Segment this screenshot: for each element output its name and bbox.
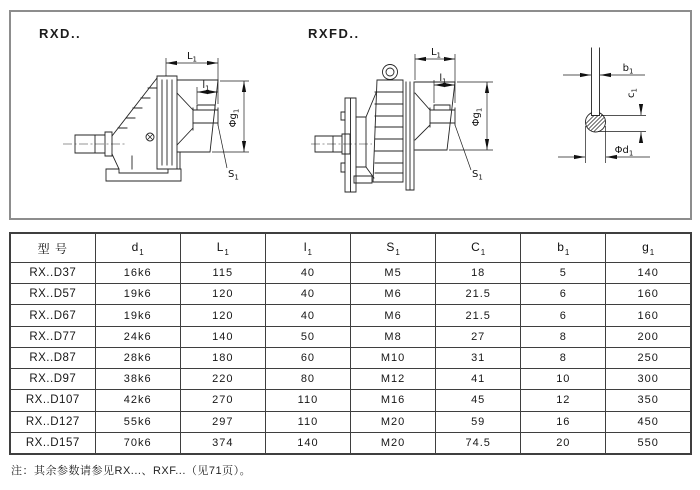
detail-dim-b1: $b_1$ <box>622 63 634 76</box>
table-cell: M12 <box>351 369 436 390</box>
table-cell: 28k6 <box>95 347 180 368</box>
table-cell: RX..D37 <box>10 263 95 284</box>
rxd-dim-S1: $S_1$ <box>228 169 239 182</box>
header-cell: $S_1$ <box>351 233 436 263</box>
rxfd-title: RXFD.. <box>308 26 360 41</box>
rxd-title: RXD.. <box>39 26 82 41</box>
table-cell: M10 <box>351 347 436 368</box>
table-cell: M6 <box>351 284 436 305</box>
table-cell: 74.5 <box>436 432 521 454</box>
spec-table-body <box>10 263 691 455</box>
table-cell: 5 <box>521 263 606 284</box>
table-row <box>10 390 691 411</box>
table-cell: 115 <box>180 263 265 284</box>
table-cell: 38k6 <box>95 369 180 390</box>
table-cell: 120 <box>180 284 265 305</box>
header-row <box>10 233 691 263</box>
table-cell: 297 <box>180 411 265 432</box>
table-cell: RX..D87 <box>10 347 95 368</box>
table-cell: 200 <box>606 326 691 347</box>
table-cell: RX..D127 <box>10 411 95 432</box>
table-cell: M6 <box>351 305 436 326</box>
table-cell: 19k6 <box>95 305 180 326</box>
table-cell: 8 <box>521 347 606 368</box>
table-cell: 60 <box>265 347 350 368</box>
header-cell: $L_1$ <box>180 233 265 263</box>
table-cell: 160 <box>606 305 691 326</box>
table-cell: 450 <box>606 411 691 432</box>
header-cell: $b_1$ <box>521 233 606 263</box>
table-cell: 18 <box>436 263 521 284</box>
header-cell: $l_1$ <box>265 233 350 263</box>
table-cell: M20 <box>351 411 436 432</box>
table-cell: 6 <box>521 305 606 326</box>
rxfd-dim-L1: $L_1$ <box>430 47 442 60</box>
table-row <box>10 432 691 454</box>
table-cell: RX..D107 <box>10 390 95 411</box>
table-row <box>10 326 691 347</box>
table-cell: 45 <box>436 390 521 411</box>
shaft-keyway-detail <box>558 48 650 163</box>
table-row <box>10 369 691 390</box>
table-cell: 42k6 <box>95 390 180 411</box>
rxfd-dim-g1: $\Phi g_1$ <box>471 107 484 127</box>
table-cell: 160 <box>606 284 691 305</box>
table-cell: 19k6 <box>95 284 180 305</box>
table-cell: 40 <box>265 305 350 326</box>
table-cell: 270 <box>180 390 265 411</box>
table-cell: 21.5 <box>436 305 521 326</box>
table-cell: M20 <box>351 432 436 454</box>
table-cell: 550 <box>606 432 691 454</box>
spec-table-head <box>10 233 691 263</box>
table-cell: 31 <box>436 347 521 368</box>
table-cell: 20 <box>521 432 606 454</box>
table-cell: 110 <box>265 411 350 432</box>
table-cell: 220 <box>180 369 265 390</box>
table-cell: M16 <box>351 390 436 411</box>
table-cell: 59 <box>436 411 521 432</box>
keyway-notch <box>592 106 599 116</box>
table-cell: 21.5 <box>436 284 521 305</box>
table-cell: 300 <box>606 369 691 390</box>
table-row <box>10 411 691 432</box>
table-cell: 27 <box>436 326 521 347</box>
spec-table <box>9 232 692 455</box>
table-cell: 250 <box>606 347 691 368</box>
rxfd-dim-S1: $S_1$ <box>472 169 483 182</box>
table-cell: 120 <box>180 305 265 326</box>
table-row <box>10 305 691 326</box>
header-cell: $g_1$ <box>606 233 691 263</box>
table-cell: RX..D67 <box>10 305 95 326</box>
header-cell: $d_1$ <box>95 233 180 263</box>
table-cell: 10 <box>521 369 606 390</box>
table-cell: 16 <box>521 411 606 432</box>
table-cell: 40 <box>265 263 350 284</box>
rxd-dim-l1: $l_1$ <box>202 80 210 93</box>
table-cell: M5 <box>351 263 436 284</box>
table-cell: RX..D97 <box>10 369 95 390</box>
table-cell: 140 <box>606 263 691 284</box>
table-cell: 16k6 <box>95 263 180 284</box>
table-cell: 12 <box>521 390 606 411</box>
rxfd-dim-l1: $l_1$ <box>439 73 447 86</box>
table-row <box>10 263 691 284</box>
table-cell: 41 <box>436 369 521 390</box>
table-cell: RX..D157 <box>10 432 95 454</box>
table-row <box>10 284 691 305</box>
table-cell: 55k6 <box>95 411 180 432</box>
table-cell: 24k6 <box>95 326 180 347</box>
table-cell: 140 <box>265 432 350 454</box>
table-cell: 50 <box>265 326 350 347</box>
table-cell: 40 <box>265 284 350 305</box>
footnote: 注：其余参数请参见RX...、RXF...（见71页）。 <box>11 465 252 477</box>
table-cell: 110 <box>265 390 350 411</box>
table-cell: 140 <box>180 326 265 347</box>
table-cell: M8 <box>351 326 436 347</box>
rxfd-drawing <box>311 47 493 192</box>
table-cell: 374 <box>180 432 265 454</box>
rxd-drawing <box>63 51 249 182</box>
rxd-dim-g1: $\Phi g_1$ <box>228 108 241 128</box>
table-cell: 70k6 <box>95 432 180 454</box>
table-row <box>10 347 691 368</box>
table-cell: 180 <box>180 347 265 368</box>
table-cell: RX..D77 <box>10 326 95 347</box>
table-cell: 8 <box>521 326 606 347</box>
detail-dim-d1: $\Phi d_1$ <box>614 145 634 158</box>
detail-dim-c1: $c_1$ <box>626 88 639 98</box>
table-cell: RX..D57 <box>10 284 95 305</box>
header-cell: 型 号 <box>10 233 95 263</box>
table-cell: 350 <box>606 390 691 411</box>
table-cell: 80 <box>265 369 350 390</box>
rxd-dim-L1: $L_1$ <box>186 51 198 64</box>
header-cell: $C_1$ <box>436 233 521 263</box>
table-cell: 6 <box>521 284 606 305</box>
